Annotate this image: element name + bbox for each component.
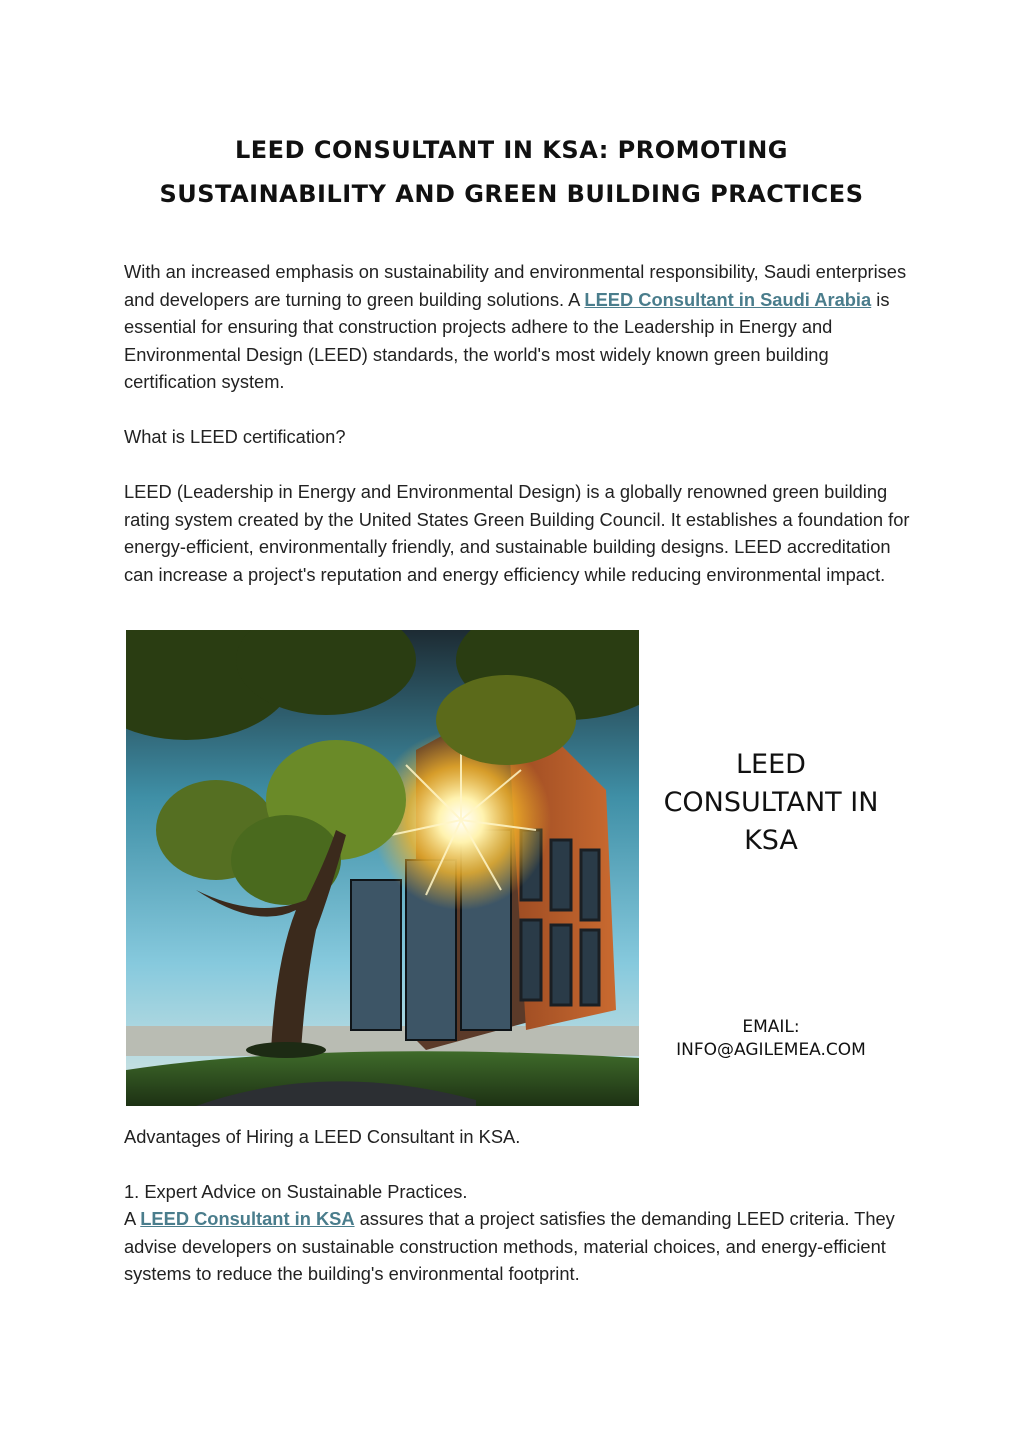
intro-paragraph (124, 258, 914, 396)
building-illustration (126, 630, 639, 1106)
intro-text-end: is essential for ensuring that construction projects adhere to the Leadership in Energy and Environmental Design (LEED) standards, the world's most widely known green building certification system. (124, 288, 890, 392)
point-1-text-start: A (124, 1208, 141, 1229)
title-line-1: LEED CONSULTANT IN KSA: PROMOTING (234, 136, 789, 164)
intro-text-start: With an increased emphasis on sustainability and environmental responsibility, Saudi enterprises and developers are turning to green building solutions. A (124, 261, 907, 310)
side-title-line-2: CONSULTANT IN (663, 787, 879, 818)
email-value: INFO@AGILEMEA.COM (676, 1040, 866, 1060)
email-label: EMAIL: (742, 1017, 800, 1037)
leed-consultant-ksa-link[interactable]: LEED Consultant in KSA (140, 1208, 355, 1229)
figure-email-block (640, 1016, 902, 1062)
point-1-text-end: assures that a project satisfies the demanding LEED criteria. They advise developers on sustainable construction methods, material choices, and energy-efficient systems to reduce the building's environmental footprint. (124, 1208, 895, 1284)
title-line-2: SUSTAINABILITY AND GREEN BUILDING PRACTICES (159, 180, 864, 208)
definition-paragraph: LEED (Leadership in Energy and Environmental Design) is a globally renowned green building rating system created by the United States Green Building Council. It establishes a foundation for energy-efficient, environmentally friendly, and sustainable building designs. LEED accreditation can increase a project's reputation and energy efficiency while reducing environmental impact. (124, 481, 910, 585)
point-1-paragraph (124, 1205, 914, 1288)
point-1-heading: 1. Expert Advice on Sustainable Practices. (124, 1181, 468, 1202)
side-title-line-3: KSA (744, 825, 798, 856)
figure-side-title (640, 746, 902, 860)
side-title-line-1: LEED (736, 749, 806, 780)
question-heading: What is LEED certification? (124, 426, 346, 447)
advantages-heading: Advantages of Hiring a LEED Consultant in KSA. (124, 1126, 521, 1147)
leed-consultant-saudi-arabia-link[interactable]: LEED Consultant in Saudi Arabia (584, 288, 872, 310)
page-title (0, 128, 1023, 216)
